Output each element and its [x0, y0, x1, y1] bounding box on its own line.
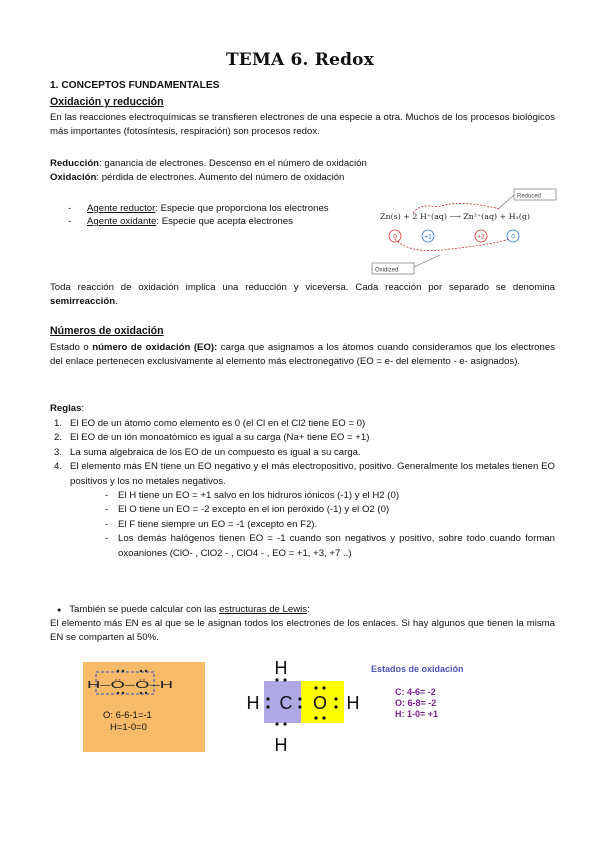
redox-reaction-figure	[375, 189, 558, 281]
rule-item: 2. El EO de un ión monoatómico es igual a su carga (Na+ tiene EO = +1)	[54, 432, 370, 444]
ox-state-3: +2	[477, 233, 485, 241]
eo-term: número de oxidación (EO):	[92, 342, 218, 353]
hydrogen-left: H	[246, 693, 260, 713]
rule-item: 4. El elemento más EN tiene un EO negativo y el más electropositivo, positivo. Generalmente los metales tienen EO positivos y los no metales negativos. - El H tiene un EO = +1 salvo en los hidruros iónicos (-1) y el H2 (0) - El O tiene un EO = -2 excepto en el ion peróxido (-1) y el O2 (0) - El F tiene siempre un EO = -1 (excepto en F2). - Los demás halógenos tienen EO = -1 cuando son negativos y positivo, sobre todo cuando forman oxoaniones (ClO- , ClO2 - , ClO4 - , EO = +1, +3, +7 ..)	[50, 460, 555, 561]
subrule-item: - Los demás halógenos tienen EO = -1 cuando son negativos y positivo, sobre todo cuando forman oxoaniones (ClO- , ClO2 - , ClO4 - , EO = +1, +3, +7 ..)	[105, 533, 555, 559]
reduced-label: Reduced	[517, 193, 542, 200]
subrule-item: - El H tiene un EO = +1 salvo en los hidruros iónicos (-1) y el H2 (0)	[105, 490, 400, 502]
intro-paragraph: En las reacciones electroquímicas se transfieren electrones de una especie a otra. Muchos de los procesos biológicos más importantes (fotosíntesis, respiración) son procesos redox.	[50, 112, 555, 137]
subrule-item: - El O tiene un EO = -2 excepto en el ion peróxido (-1) y el O2 (0)	[105, 504, 390, 516]
hydrogen-right: H	[346, 693, 360, 713]
oxidized-label: Oxidized	[375, 267, 399, 274]
reduccion-label: Reducción	[50, 158, 100, 169]
peroxide-formula: H–Ö–Ö–H	[87, 680, 134, 691]
reduced-pointer	[498, 195, 514, 209]
ox-state-1: 0	[393, 233, 397, 241]
hydrogen-eo-calc: H=1-0=0	[110, 722, 147, 733]
agents-list	[68, 203, 364, 229]
lewis-link[interactable]: estructuras de Lewis	[219, 604, 308, 615]
oxygen-eo-calc: O: 6-6-1=-1	[103, 710, 152, 721]
hydrogen-top: H	[274, 658, 288, 678]
oxidacion-label: Oxidación	[50, 172, 97, 183]
carbon-oxidation-state: C: 4-6= -2	[395, 687, 436, 697]
oxidized-pointer	[414, 255, 440, 267]
subheading-oxidacion-reduccion: Oxidación y reducción	[50, 96, 164, 108]
methanol-lewis-figure	[240, 655, 365, 755]
subheading-numeros-oxidacion: Números de oxidación	[50, 325, 164, 337]
carbon-atom: C	[279, 693, 293, 713]
agent-reductor-item: - Agente reductor: Especie que proporciona los electrones	[68, 203, 329, 214]
peroxide-lewis-drawing	[83, 662, 205, 752]
agent-oxidante-item: - Agente oxidante: Especie que acepta electrones	[68, 215, 293, 227]
ox-state-4: 0	[511, 233, 515, 241]
peroxide-lewis-figure	[83, 662, 205, 752]
rule-item: 3. La suma algebraica de los EO de un compuesto es igual a su carga.	[54, 446, 361, 458]
page-title: TEMA 6. Redox	[225, 50, 375, 70]
agente-oxidante-label: Agente oxidante	[87, 215, 157, 227]
rule-item: 1. El EO de un átomo como elemento es 0 (el Cl en el Cl2 tiene EO = 0)	[54, 418, 366, 429]
ox-state-2: +1	[424, 233, 432, 241]
eo-definition: Estado o número de oxidación (EO): carga que asignamos a los átomos cuando consideramos que los electrones del enlace pertenecen exclusivamente al elemento más electronegativo (EO = e- del elemento - e- asignados).	[50, 342, 555, 367]
semireaccion-paragraph: Toda reacción de oxidación implica una reducción y viceversa. Cada reacción por separado se denomina semirreacción.	[50, 282, 555, 307]
oxygen-oxidation-state: O: 6-8= -2	[395, 698, 437, 708]
oxidation-states-title: Estados de oxidación	[371, 664, 464, 674]
oxidacion-text: : pérdida de electrones. Aumento del número de oxidación	[96, 172, 345, 183]
bullet-icon: ●	[57, 607, 62, 614]
semireaccion-term: semirreacción	[50, 296, 116, 307]
agente-reductor-label: Agente reductor	[87, 203, 156, 214]
definitions	[50, 157, 555, 185]
lewis-bullet-line: ● También se puede calcular con las estructuras de Lewis:	[57, 604, 310, 615]
reglas-heading: Reglas:	[50, 403, 85, 414]
oxygen-atom: O	[312, 693, 328, 713]
section-heading: 1. CONCEPTOS FUNDAMENTALES	[50, 80, 220, 91]
reduced-arrow	[413, 203, 500, 213]
hydrogen-bottom: H	[274, 735, 288, 755]
subrule-item: - El F tiene siempre un EO = -1 (excepto en F2).	[105, 518, 318, 530]
reduccion-text: : ganancia de electrones. Descenso en el número de oxidación	[99, 158, 367, 169]
reaction-equation: Zn(s) + 2 H⁺(aq) ⟶ Zn²⁺(aq) + H₂(g)	[380, 213, 531, 221]
hydrogen-oxidation-state: H: 1-0= +1	[395, 709, 439, 719]
rules-list	[50, 417, 555, 561]
lewis-paragraph: El elemento más EN es al que se le asignan todos los electrones de los enlaces. Si hay algunos que tienen la misma EN se comparten al 50%.	[50, 618, 555, 643]
oxidized-arrow	[395, 239, 510, 251]
